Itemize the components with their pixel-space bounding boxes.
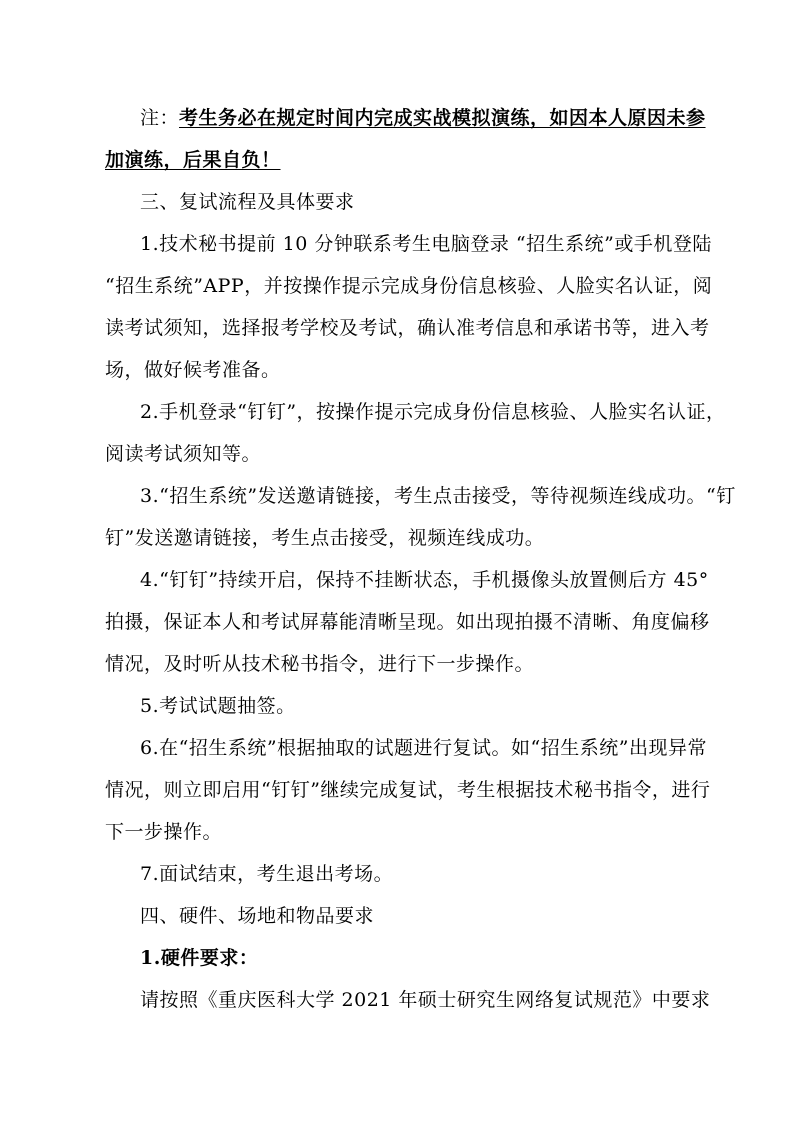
hardware-requirements-line1: 请按照《重庆医科大学 2021 年硕士研究生网络复试规范》中要求 <box>140 989 711 1011</box>
item3-line2: 钉”发送邀请链接，考生点击接受，视频连线成功。 <box>105 527 545 549</box>
item6-line1: 6.在“招生系统”根据抽取的试题进行复试。如“招生系统”出现异常 <box>140 737 707 759</box>
note-warning-text: 考生务必在规定时间内完成实战模拟演练，如因本人原因未参 <box>179 107 706 129</box>
item1-line2: “招生系统”APP，并按操作提示完成身份信息核验、人脸实名认证，阅 <box>105 275 713 297</box>
item1-line3: 读考试须知，选择报考学校及考试，确认准考信息和承诺书等，进入考 <box>105 317 710 339</box>
item2-line2: 阅读考试须知等。 <box>105 443 262 465</box>
item7-line1: 7.面试结束，考生退出考场。 <box>140 863 394 885</box>
item6-line3: 下一步操作。 <box>105 821 223 843</box>
item4-line2: 拍摄，保证本人和考试屏幕能清晰呈现。如出现拍摄不清晰、角度偏移 <box>105 611 710 633</box>
item3-line1: 3.“招生系统”发送邀请链接，考生点击接受，等待视频连线成功。“钉 <box>140 485 736 507</box>
section3-heading: 三、复试流程及具体要求 <box>140 191 355 213</box>
section4-heading: 四、硬件、场地和物品要求 <box>140 905 375 927</box>
item1-line4: 场，做好候考准备。 <box>105 359 281 381</box>
item2-line1: 2.手机登录“钉钉”，按操作提示完成身份信息核验、人脸实名认证， <box>140 401 726 423</box>
item5-line1: 5.考试试题抽签。 <box>140 695 296 717</box>
item1-line1: 1.技术秘书提前 10 分钟联系考生电脑登录 “招生系统”或手机登陆 <box>140 233 712 255</box>
item6-line2: 情况，则立即启用“钉钉”继续完成复试，考生根据技术秘书指令，进行 <box>105 779 711 801</box>
item4-line3: 情况，及时听从技术秘书指令，进行下一步操作。 <box>105 653 535 675</box>
note-warning-text-continued: 加演练，后果自负！ <box>105 149 281 171</box>
item4-line1: 4.“钉钉”持续开启，保持不挂断状态，手机摄像头放置侧后方 45° <box>140 569 709 591</box>
hardware-requirements-heading: 1.硬件要求： <box>140 947 259 969</box>
note-line-1 <box>140 106 706 130</box>
note-label: 注： <box>140 107 180 129</box>
